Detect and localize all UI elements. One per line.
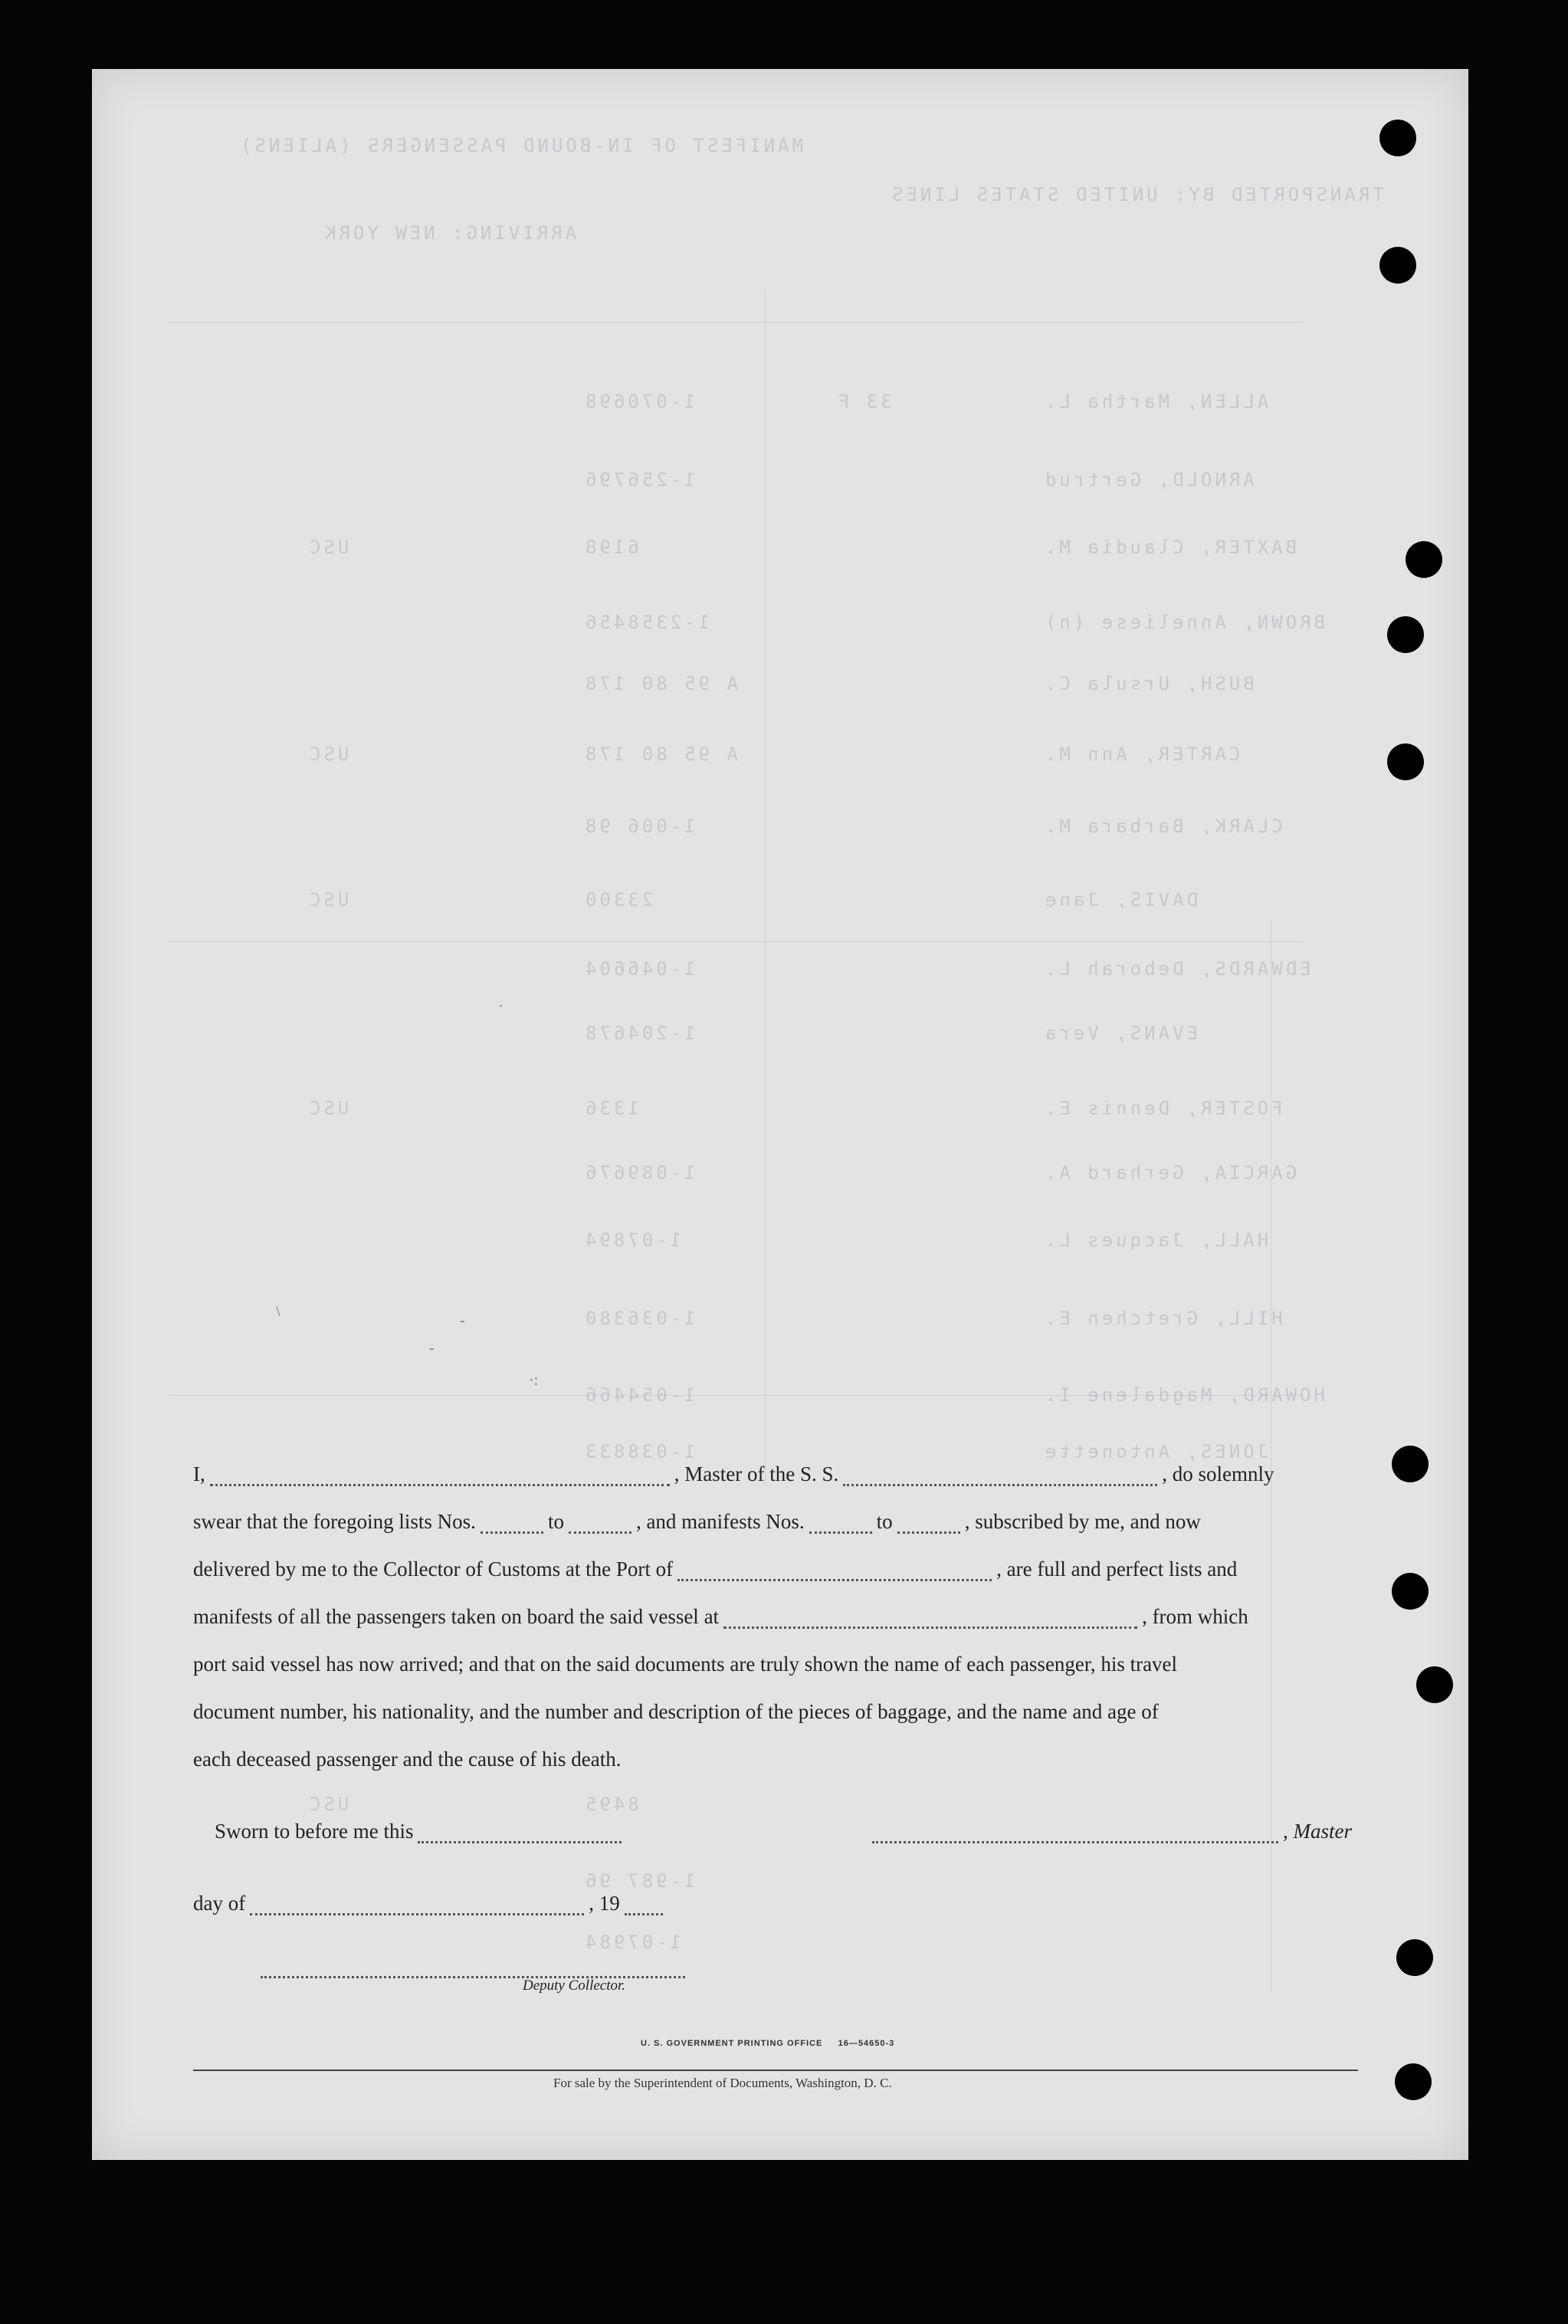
printing-office-imprint: U. S. GOVERNMENT PRINTING OFFICE 16—54650-3 — [641, 2039, 895, 2048]
binder-hole — [1392, 1446, 1429, 1482]
binder-hole — [1379, 247, 1416, 284]
year-label: , 19 — [589, 1892, 620, 1915]
ink-speck: \ — [276, 1303, 280, 1320]
lists-to-field[interactable] — [569, 1518, 631, 1534]
oath-line-4 — [193, 1605, 1248, 1629]
day-of-line — [193, 1892, 668, 1915]
ink-speck: - — [460, 1312, 465, 1329]
oath-text: , subscribed by me, and now — [964, 1510, 1201, 1533]
master-signature-line — [868, 1820, 1352, 1843]
oath-line-1 — [193, 1462, 1274, 1486]
ink-speck: ·: — [529, 1372, 539, 1389]
master-signature-field[interactable] — [872, 1827, 1278, 1843]
port-of-arrival-field[interactable] — [677, 1565, 992, 1581]
binder-hole — [1379, 120, 1416, 156]
oath-text: document number, his nationality, and the number and description of the pieces of baggage, and the name and age of — [193, 1700, 1159, 1723]
oath-text: each deceased passenger and the cause of his death. — [193, 1748, 622, 1771]
oath-line-7 — [193, 1748, 621, 1771]
oath-line-2 — [193, 1510, 1201, 1534]
binder-hole — [1406, 541, 1442, 578]
oath-text: , are full and perfect lists and — [996, 1558, 1238, 1581]
ink-speck: · — [498, 998, 504, 1015]
deputy-line — [523, 1978, 625, 1994]
year-field[interactable] — [625, 1899, 663, 1915]
manifests-from-field[interactable] — [809, 1518, 872, 1534]
sworn-line — [215, 1820, 626, 1843]
ship-name-field[interactable] — [843, 1470, 1157, 1486]
day-of-label: day of — [193, 1892, 246, 1915]
master-name-field[interactable] — [210, 1470, 670, 1486]
sale-notice: For sale by the Superintendent of Documents, Washington, D. C. — [553, 2076, 892, 2090]
oath-text: delivered by me to the Collector of Customs at the Port of — [193, 1558, 674, 1581]
ink-speck: - — [429, 1340, 435, 1357]
footer-rule — [193, 2070, 1358, 2071]
oath-text: swear that the foregoing lists Nos. — [193, 1510, 476, 1533]
lists-from-field[interactable] — [481, 1518, 543, 1534]
port-of-departure-field[interactable] — [723, 1613, 1137, 1629]
deputy-signature-field[interactable] — [261, 1962, 685, 1978]
month-field[interactable] — [250, 1899, 584, 1915]
oath-text: , and manifests Nos. — [635, 1510, 805, 1533]
oath-text: , from which — [1142, 1605, 1248, 1628]
master-label: , Master — [1283, 1820, 1352, 1843]
oath-text: to — [876, 1510, 893, 1533]
sworn-label: Sworn to before me this — [215, 1820, 414, 1843]
sworn-date-field[interactable] — [418, 1827, 622, 1843]
binder-hole — [1396, 1939, 1433, 1976]
binder-hole — [1392, 1573, 1429, 1610]
deputy-collector-label: Deputy Collector. — [523, 1978, 626, 1994]
oath-text: I, — [193, 1462, 205, 1485]
oath-text: port said vessel has now arrived; and that on the said documents are truly shown the name of each passenger, his travel — [193, 1653, 1178, 1676]
oath-text: , Master of the S. S. — [674, 1462, 839, 1485]
manifests-to-field[interactable] — [897, 1518, 960, 1534]
oath-text: manifests of all the passengers taken on board the said vessel at — [193, 1605, 720, 1628]
oath-line-5 — [193, 1653, 1177, 1676]
oath-text: to — [547, 1510, 564, 1533]
oath-line-3 — [193, 1558, 1237, 1581]
binder-hole — [1387, 743, 1424, 780]
binder-hole — [1387, 616, 1424, 653]
oath-text: , do solemnly — [1162, 1462, 1274, 1485]
binder-hole — [1416, 1666, 1453, 1703]
oath-line-6 — [193, 1700, 1159, 1724]
binder-hole — [1395, 2063, 1432, 2100]
